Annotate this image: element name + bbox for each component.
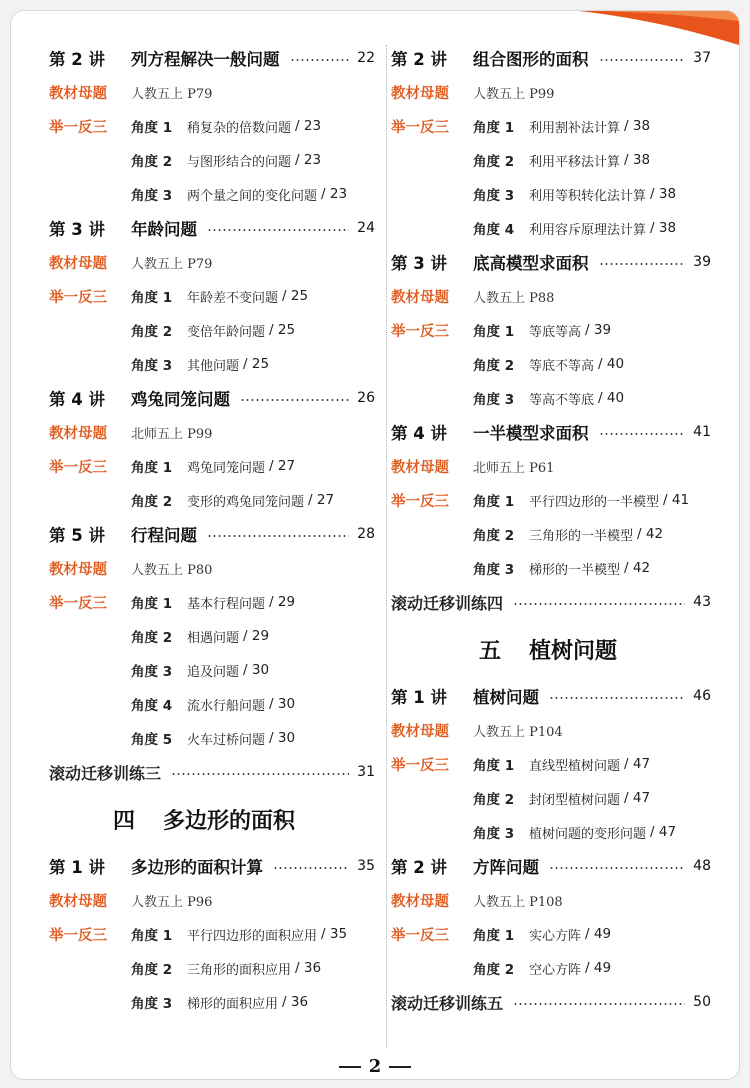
angle-entry[interactable] bbox=[391, 917, 711, 951]
lecture-entry[interactable] bbox=[49, 381, 375, 415]
dot-leader bbox=[599, 263, 686, 265]
angle-title: 等底等高 bbox=[529, 324, 582, 340]
textbook-reference: 人教五上 P96 bbox=[131, 894, 213, 910]
lecture-number: 第 3 讲 bbox=[49, 220, 105, 239]
source-tag: 教材母题 bbox=[49, 561, 107, 578]
page-ref: 41 bbox=[693, 424, 711, 440]
page-ref: 27 bbox=[316, 492, 335, 508]
lecture-entry[interactable] bbox=[391, 245, 711, 279]
angle-page: / 41 bbox=[663, 492, 690, 508]
practice-tag: 举一反三 bbox=[49, 119, 107, 136]
angle-title: 等底不等高 bbox=[529, 358, 595, 374]
lecture-entry[interactable] bbox=[49, 849, 375, 883]
textbook-reference: 人教五上 P104 bbox=[473, 724, 563, 740]
angle-page: / 30 bbox=[269, 730, 296, 746]
page-ref: 46 bbox=[693, 688, 711, 704]
left-column bbox=[49, 41, 375, 1019]
page-ref: 38 bbox=[632, 118, 651, 134]
textbook-reference: 北师五上 P61 bbox=[473, 460, 555, 476]
lecture-title: 年龄问题 bbox=[131, 220, 197, 239]
angle-entry[interactable] bbox=[391, 781, 711, 815]
angle-entry[interactable] bbox=[49, 985, 375, 1019]
source-tag: 教材母题 bbox=[391, 893, 449, 910]
angle-entry[interactable] bbox=[391, 177, 711, 211]
angle-page: / 42 bbox=[624, 560, 651, 576]
textbook-reference: 人教五上 P99 bbox=[473, 86, 555, 102]
angle-title: 植树问题的变形问题 bbox=[529, 826, 647, 842]
angle-label: 角度 1 bbox=[131, 596, 173, 612]
lecture-entry[interactable] bbox=[49, 211, 375, 245]
lecture-title: 一半模型求面积 bbox=[473, 424, 589, 443]
source-entry bbox=[49, 75, 375, 109]
page-ref: 41 bbox=[671, 492, 690, 508]
textbook-reference: 人教五上 P79 bbox=[131, 256, 213, 272]
page-ref: 25 bbox=[251, 356, 270, 372]
page-ref: 39 bbox=[593, 322, 612, 338]
angle-title: 空心方阵 bbox=[529, 962, 582, 978]
angle-label: 角度 1 bbox=[473, 758, 515, 774]
angle-page: / 35 bbox=[321, 926, 348, 942]
angle-title: 稍复杂的倍数问题 bbox=[187, 120, 292, 136]
angle-label: 角度 2 bbox=[473, 358, 515, 374]
angle-page: / 47 bbox=[650, 824, 677, 840]
angle-title: 等高不等底 bbox=[529, 392, 595, 408]
angle-label: 角度 3 bbox=[473, 392, 515, 408]
page-ref: 47 bbox=[658, 824, 677, 840]
source-entry bbox=[49, 245, 375, 279]
angle-page: / 23 bbox=[321, 186, 348, 202]
unit-number: 五 bbox=[479, 637, 502, 664]
lecture-number: 第 4 讲 bbox=[49, 390, 105, 409]
angle-page: / 42 bbox=[637, 526, 664, 542]
page-ref: 30 bbox=[277, 730, 296, 746]
angle-entry[interactable] bbox=[49, 483, 375, 517]
lecture-number: 第 2 讲 bbox=[49, 50, 105, 69]
angle-title: 平行四边形的面积应用 bbox=[187, 928, 318, 944]
unit-title: 植树问题 bbox=[529, 637, 618, 664]
angle-entry[interactable] bbox=[49, 177, 375, 211]
page-ref: 38 bbox=[658, 220, 677, 236]
angle-label: 角度 2 bbox=[131, 324, 173, 340]
review-title: 滚动迁移训练五 bbox=[391, 993, 504, 1013]
lecture-title: 鸡兔同笼问题 bbox=[131, 390, 230, 409]
lecture-entry[interactable] bbox=[49, 517, 375, 551]
lecture-entry[interactable] bbox=[391, 41, 711, 75]
lecture-title: 底高模型求面积 bbox=[473, 254, 589, 273]
source-tag: 教材母题 bbox=[391, 85, 449, 102]
review-entry[interactable] bbox=[49, 755, 375, 789]
source-tag: 教材母题 bbox=[391, 459, 449, 476]
page-ref: 38 bbox=[632, 152, 651, 168]
page-ref: 48 bbox=[693, 858, 711, 874]
angle-title: 变形的鸡兔同笼问题 bbox=[187, 494, 305, 510]
angle-title: 基本行程问题 bbox=[187, 596, 266, 612]
page-ref: 28 bbox=[357, 526, 375, 542]
lecture-entry[interactable] bbox=[391, 849, 711, 883]
angle-title: 三角形的一半模型 bbox=[529, 528, 634, 544]
angle-label: 角度 2 bbox=[131, 154, 173, 170]
page-ref: 23 bbox=[329, 186, 348, 202]
lecture-title: 方阵问题 bbox=[473, 858, 539, 877]
angle-entry[interactable] bbox=[49, 347, 375, 381]
source-tag: 教材母题 bbox=[49, 893, 107, 910]
angle-label: 角度 1 bbox=[473, 494, 515, 510]
practice-tag: 举一反三 bbox=[49, 927, 107, 944]
page-ref: 37 bbox=[693, 50, 711, 66]
dot-leader bbox=[273, 867, 349, 869]
unit-heading bbox=[391, 619, 711, 679]
source-entry bbox=[49, 883, 375, 917]
page-ref: 29 bbox=[277, 594, 296, 610]
corner-decoration bbox=[579, 11, 739, 45]
angle-entry[interactable] bbox=[49, 449, 375, 483]
lecture-number: 第 2 讲 bbox=[391, 858, 447, 877]
angle-label: 角度 2 bbox=[131, 630, 173, 646]
source-entry bbox=[391, 883, 711, 917]
unit-number: 四 bbox=[113, 807, 136, 834]
angle-page: / 38 bbox=[624, 118, 651, 134]
angle-page: / 38 bbox=[650, 186, 677, 202]
angle-entry[interactable] bbox=[49, 279, 375, 313]
angle-entry[interactable] bbox=[391, 551, 711, 585]
unit-title: 多边形的面积 bbox=[163, 807, 296, 834]
lecture-entry[interactable] bbox=[391, 415, 711, 449]
angle-page: / 27 bbox=[269, 458, 296, 474]
page-ref: 23 bbox=[303, 152, 322, 168]
angle-entry[interactable] bbox=[391, 347, 711, 381]
lecture-number: 第 1 讲 bbox=[49, 858, 105, 877]
angle-title: 年龄差不变问题 bbox=[187, 290, 279, 306]
angle-label: 角度 3 bbox=[473, 188, 515, 204]
page-ref: 31 bbox=[357, 764, 375, 780]
angle-label: 角度 2 bbox=[131, 962, 173, 978]
angle-page: / 38 bbox=[624, 152, 651, 168]
page-ref: 42 bbox=[632, 560, 651, 576]
angle-label: 角度 3 bbox=[131, 358, 173, 374]
lecture-number: 第 3 讲 bbox=[391, 254, 447, 273]
page-ref: 49 bbox=[593, 960, 612, 976]
page-ref: 35 bbox=[329, 926, 348, 942]
angle-entry[interactable] bbox=[391, 747, 711, 781]
angle-entry[interactable] bbox=[49, 143, 375, 177]
angle-title: 流水行船问题 bbox=[187, 698, 266, 714]
angle-title: 两个量之间的变化问题 bbox=[187, 188, 318, 204]
angle-title: 封闭型植树问题 bbox=[529, 792, 621, 808]
dot-leader bbox=[549, 697, 685, 699]
angle-page: / 39 bbox=[585, 322, 612, 338]
angle-title: 其他问题 bbox=[187, 358, 240, 374]
angle-title: 利用割补法计算 bbox=[529, 120, 621, 136]
page-ref: 50 bbox=[693, 994, 711, 1010]
angle-title: 梯形的面积应用 bbox=[187, 996, 279, 1012]
angle-label: 角度 1 bbox=[473, 324, 515, 340]
page-number-value: 2 bbox=[368, 1056, 382, 1077]
dot-leader bbox=[549, 867, 685, 869]
angle-title: 火车过桥问题 bbox=[187, 732, 266, 748]
toc-page bbox=[10, 10, 740, 1080]
angle-label: 角度 2 bbox=[473, 792, 515, 808]
angle-title: 利用平移法计算 bbox=[529, 154, 621, 170]
angle-page: / 36 bbox=[282, 994, 309, 1010]
angle-label: 角度 2 bbox=[473, 154, 515, 170]
angle-page: / 36 bbox=[295, 960, 322, 976]
source-entry bbox=[391, 75, 711, 109]
source-tag: 教材母题 bbox=[391, 289, 449, 306]
source-tag: 教材母题 bbox=[49, 85, 107, 102]
page-ref: 38 bbox=[658, 186, 677, 202]
angle-page: / 27 bbox=[308, 492, 335, 508]
angle-page: / 40 bbox=[598, 390, 625, 406]
angle-title: 直线型植树问题 bbox=[529, 758, 621, 774]
page-number-dash-left bbox=[339, 1066, 361, 1068]
page-number-dash-right bbox=[389, 1066, 411, 1068]
lecture-number: 第 1 讲 bbox=[391, 688, 447, 707]
review-entry[interactable] bbox=[391, 985, 711, 1019]
page-ref: 40 bbox=[606, 356, 625, 372]
page-ref: 35 bbox=[357, 858, 375, 874]
angle-entry[interactable] bbox=[391, 313, 711, 347]
lecture-entry[interactable] bbox=[391, 679, 711, 713]
right-column bbox=[391, 41, 711, 1019]
page-ref: 25 bbox=[290, 288, 309, 304]
textbook-reference: 人教五上 P108 bbox=[473, 894, 563, 910]
page-ref: 23 bbox=[303, 118, 322, 134]
angle-label: 角度 2 bbox=[473, 962, 515, 978]
practice-tag: 举一反三 bbox=[391, 493, 449, 510]
angle-label: 角度 3 bbox=[473, 826, 515, 842]
page-ref: 30 bbox=[251, 662, 270, 678]
page-ref: 40 bbox=[606, 390, 625, 406]
angle-page: / 40 bbox=[598, 356, 625, 372]
angle-entry[interactable] bbox=[391, 211, 711, 245]
source-entry bbox=[391, 279, 711, 313]
practice-tag: 举一反三 bbox=[49, 595, 107, 612]
page-ref: 43 bbox=[693, 594, 711, 610]
angle-label: 角度 2 bbox=[473, 528, 515, 544]
page-ref: 26 bbox=[357, 390, 375, 406]
angle-label: 角度 5 bbox=[131, 732, 173, 748]
textbook-reference: 人教五上 P79 bbox=[131, 86, 213, 102]
page-ref: 30 bbox=[277, 696, 296, 712]
angle-entry[interactable] bbox=[391, 951, 711, 985]
angle-label: 角度 3 bbox=[131, 996, 173, 1012]
angle-page: / 23 bbox=[295, 118, 322, 134]
angle-label: 角度 3 bbox=[473, 562, 515, 578]
angle-label: 角度 4 bbox=[131, 698, 173, 714]
angle-entry[interactable] bbox=[391, 381, 711, 415]
textbook-reference: 北师五上 P99 bbox=[131, 426, 213, 442]
source-entry bbox=[49, 551, 375, 585]
angle-title: 梯形的一半模型 bbox=[529, 562, 621, 578]
angle-entry[interactable] bbox=[391, 109, 711, 143]
angle-label: 角度 1 bbox=[131, 928, 173, 944]
angle-title: 利用容斥原理法计算 bbox=[529, 222, 647, 238]
angle-page: / 49 bbox=[585, 926, 612, 942]
page-ref: 22 bbox=[357, 50, 375, 66]
angle-title: 三角形的面积应用 bbox=[187, 962, 292, 978]
lecture-number: 第 5 讲 bbox=[49, 526, 105, 545]
dot-leader bbox=[513, 603, 685, 605]
lecture-title: 组合图形的面积 bbox=[473, 50, 589, 69]
angle-page: / 25 bbox=[269, 322, 296, 338]
angle-page: / 25 bbox=[282, 288, 309, 304]
angle-entry[interactable] bbox=[49, 951, 375, 985]
review-title: 滚动迁移训练四 bbox=[391, 593, 504, 613]
page-ref: 47 bbox=[632, 790, 651, 806]
angle-label: 角度 1 bbox=[131, 120, 173, 136]
textbook-reference: 人教五上 P80 bbox=[131, 562, 213, 578]
angle-page: / 29 bbox=[269, 594, 296, 610]
source-entry bbox=[49, 415, 375, 449]
angle-label: 角度 1 bbox=[131, 290, 173, 306]
lecture-title: 列方程解决一般问题 bbox=[131, 50, 280, 69]
dot-leader bbox=[599, 59, 686, 61]
practice-tag: 举一反三 bbox=[391, 927, 449, 944]
page-ref: 36 bbox=[303, 960, 322, 976]
angle-page: / 49 bbox=[585, 960, 612, 976]
angle-label: 角度 1 bbox=[473, 120, 515, 136]
practice-tag: 举一反三 bbox=[49, 289, 107, 306]
page-ref: 42 bbox=[645, 526, 664, 542]
angle-page: / 47 bbox=[624, 756, 651, 772]
angle-title: 与图形结合的问题 bbox=[187, 154, 292, 170]
lecture-title: 植树问题 bbox=[473, 688, 539, 707]
review-entry[interactable] bbox=[391, 585, 711, 619]
column-divider bbox=[386, 45, 387, 1047]
page-ref: 25 bbox=[277, 322, 296, 338]
lecture-number: 第 4 讲 bbox=[391, 424, 447, 443]
dot-leader bbox=[290, 59, 350, 61]
angle-entry[interactable] bbox=[391, 483, 711, 517]
angle-entry[interactable] bbox=[49, 585, 375, 619]
practice-tag: 举一反三 bbox=[49, 459, 107, 476]
page-ref: 39 bbox=[693, 254, 711, 270]
practice-tag: 举一反三 bbox=[391, 323, 449, 340]
dot-leader bbox=[207, 229, 349, 231]
source-entry bbox=[391, 449, 711, 483]
angle-title: 相遇问题 bbox=[187, 630, 240, 646]
angle-entry[interactable] bbox=[49, 687, 375, 721]
review-title: 滚动迁移训练三 bbox=[49, 763, 162, 783]
angle-page: / 30 bbox=[243, 662, 270, 678]
lecture-title: 行程问题 bbox=[131, 526, 197, 545]
source-tag: 教材母题 bbox=[391, 723, 449, 740]
angle-label: 角度 1 bbox=[131, 460, 173, 476]
angle-page: / 25 bbox=[243, 356, 270, 372]
angle-title: 实心方阵 bbox=[529, 928, 582, 944]
source-entry bbox=[391, 713, 711, 747]
angle-title: 追及问题 bbox=[187, 664, 240, 680]
angle-entry[interactable] bbox=[49, 721, 375, 755]
page-ref: 36 bbox=[290, 994, 309, 1010]
dot-leader bbox=[240, 399, 349, 401]
dot-leader bbox=[513, 1003, 685, 1005]
page-ref: 29 bbox=[251, 628, 270, 644]
lecture-number: 第 2 讲 bbox=[391, 50, 447, 69]
angle-entry[interactable] bbox=[391, 143, 711, 177]
angle-title: 变倍年龄问题 bbox=[187, 324, 266, 340]
angle-page: / 29 bbox=[243, 628, 270, 644]
angle-label: 角度 3 bbox=[131, 188, 173, 204]
dot-leader bbox=[599, 433, 686, 435]
angle-entry[interactable] bbox=[49, 653, 375, 687]
angle-page: / 23 bbox=[295, 152, 322, 168]
lecture-title: 多边形的面积计算 bbox=[131, 858, 263, 877]
angle-entry[interactable] bbox=[49, 619, 375, 653]
angle-entry[interactable] bbox=[391, 815, 711, 849]
angle-label: 角度 4 bbox=[473, 222, 515, 238]
angle-title: 平行四边形的一半模型 bbox=[529, 494, 660, 510]
angle-title: 利用等积转化法计算 bbox=[529, 188, 647, 204]
angle-entry[interactable] bbox=[391, 517, 711, 551]
page-ref: 47 bbox=[632, 756, 651, 772]
angle-entry[interactable] bbox=[49, 313, 375, 347]
page-ref: 49 bbox=[593, 926, 612, 942]
angle-label: 角度 3 bbox=[131, 664, 173, 680]
angle-page: / 47 bbox=[624, 790, 651, 806]
unit-heading bbox=[49, 789, 375, 849]
page-number bbox=[11, 1056, 739, 1077]
page-ref: 27 bbox=[277, 458, 296, 474]
practice-tag: 举一反三 bbox=[391, 757, 449, 774]
source-tag: 教材母题 bbox=[49, 255, 107, 272]
textbook-reference: 人教五上 P88 bbox=[473, 290, 555, 306]
dot-leader bbox=[207, 535, 349, 537]
angle-page: / 38 bbox=[650, 220, 677, 236]
practice-tag: 举一反三 bbox=[391, 119, 449, 136]
page-ref: 24 bbox=[357, 220, 375, 236]
dot-leader bbox=[171, 773, 349, 775]
source-tag: 教材母题 bbox=[49, 425, 107, 442]
angle-label: 角度 1 bbox=[473, 928, 515, 944]
lecture-entry[interactable] bbox=[49, 41, 375, 75]
angle-page: / 30 bbox=[269, 696, 296, 712]
angle-entry[interactable] bbox=[49, 109, 375, 143]
angle-title: 鸡兔同笼问题 bbox=[187, 460, 266, 476]
angle-entry[interactable] bbox=[49, 917, 375, 951]
angle-label: 角度 2 bbox=[131, 494, 173, 510]
